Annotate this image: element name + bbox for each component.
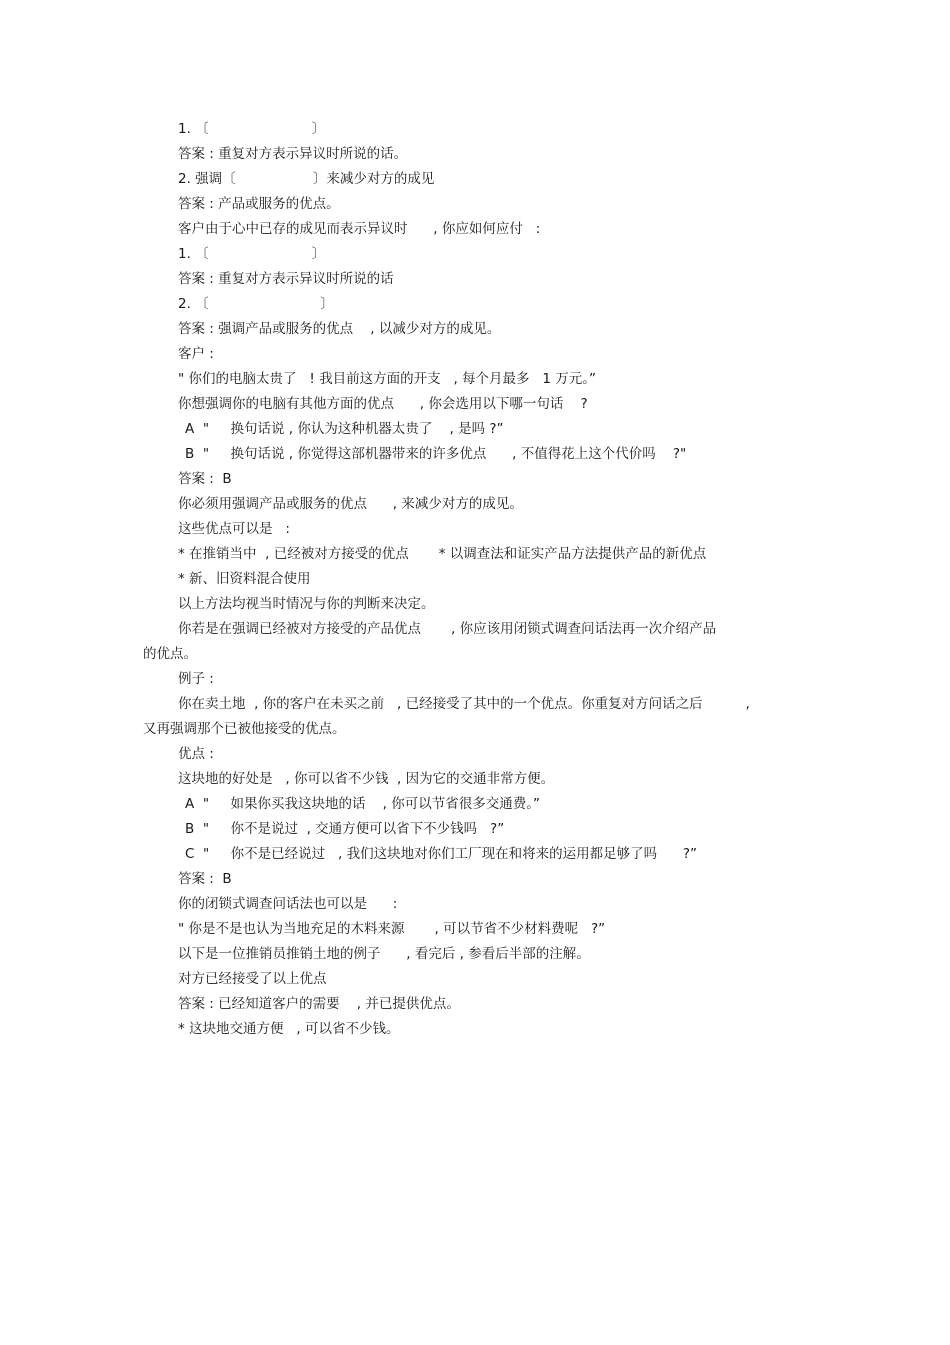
document-body: [143, 117, 813, 1042]
bullet-line: * 新、旧资料混合使用: [178, 571, 311, 587]
answer-line: 答案 : 重复对方表示异议时所说的话。: [178, 146, 408, 162]
answer-line: 答案 : 产品或服务的优点。: [178, 196, 340, 212]
quote-line: " 你是不是也认为当地充足的木料来源 , 可以节省不少材料费呢 ?”: [178, 921, 606, 937]
answer-line: 答案 : 重复对方表示异议时所说的话: [178, 271, 394, 287]
speaker-label: 客户 :: [178, 346, 214, 362]
paragraph-continuation: 又再强调那个已被他接受的优点。: [143, 721, 346, 737]
question-line: 你想强调你的电脑有其他方面的优点 , 你会选用以下哪一句话 ?: [178, 396, 588, 412]
answer-line: 答案 : 强调产品或服务的优点 , 以减少对方的成见。: [178, 321, 501, 337]
paragraph-line: 你在卖土地 , 你的客户在未买之前 , 已经接受了其中的一个优点。你重复对方问话之后 ,: [178, 696, 750, 712]
question-line: 客户由于心中已存的成见而表示异议时 , 你应如何应付 :: [178, 221, 541, 237]
blank-item-2: 2. 〔 〕: [178, 296, 334, 312]
answer-line: 答案 : B: [178, 471, 232, 487]
option-c: C " 你不是已经说过 , 我们这块地对你们工厂现在和将来的运用都足够了吗 ?”: [185, 846, 698, 862]
paragraph-line: 你若是在强调已经被对方接受的产品优点 , 你应该用闭锁式调查问话法再一次介绍产品: [178, 621, 717, 637]
paragraph-continuation: 的优点。: [143, 646, 197, 662]
blank-item-1: 1. 〔 〕: [178, 121, 326, 137]
answer-line: 答案 : 已经知道客户的需要 , 并已提供优点。: [178, 996, 460, 1012]
example-label: 例子 :: [178, 671, 214, 687]
option-a: A " 换句话说 , 你认为这种机器太贵了 , 是吗 ?”: [185, 421, 504, 437]
answer-line: 答案 : B: [178, 871, 232, 887]
paragraph-line: 这块地的好处是 , 你可以省不少钱 , 因为它的交通非常方便。: [178, 771, 555, 787]
bullet-line: * 这块地交通方便 , 可以省不少钱。: [178, 1021, 400, 1037]
option-a: A " 如果你买我这块地的话 , 你可以节省很多交通费。”: [185, 796, 540, 812]
paragraph-line: 这些优点可以是 :: [178, 521, 290, 537]
blank-item-1: 1. 〔 〕: [178, 246, 326, 262]
paragraph-line: 你的闭锁式调查问话法也可以是 :: [178, 896, 398, 912]
paragraph-line: 对方已经接受了以上优点: [178, 971, 327, 987]
quote-line: " 你们的电脑太贵了 ! 我目前这方面的开支 , 每个月最多 1 万元。”: [178, 371, 597, 387]
option-b: B " 换句话说 , 你觉得这部机器带来的许多优点 , 不值得花上这个代价吗 ?": [185, 446, 687, 462]
bullet-line: * 在推销当中 , 已经被对方接受的优点 * 以调查法和证实产品方法提供产品的新优点: [178, 546, 707, 562]
paragraph-line: 以上方法均视当时情况与你的判断来决定。: [178, 596, 435, 612]
blank-item-2: 2. 强调〔 〕来减少对方的成见: [178, 171, 435, 187]
option-b: B " 你不是说过 , 交通方便可以省下不少钱吗 ?”: [185, 821, 505, 837]
paragraph-line: 你必须用强调产品或服务的优点 , 来减少对方的成见。: [178, 496, 523, 512]
advantage-label: 优点 :: [178, 746, 214, 762]
paragraph-line: 以下是一位推销员推销土地的例子 , 看完后 , 参看后半部的注解。: [178, 946, 590, 962]
